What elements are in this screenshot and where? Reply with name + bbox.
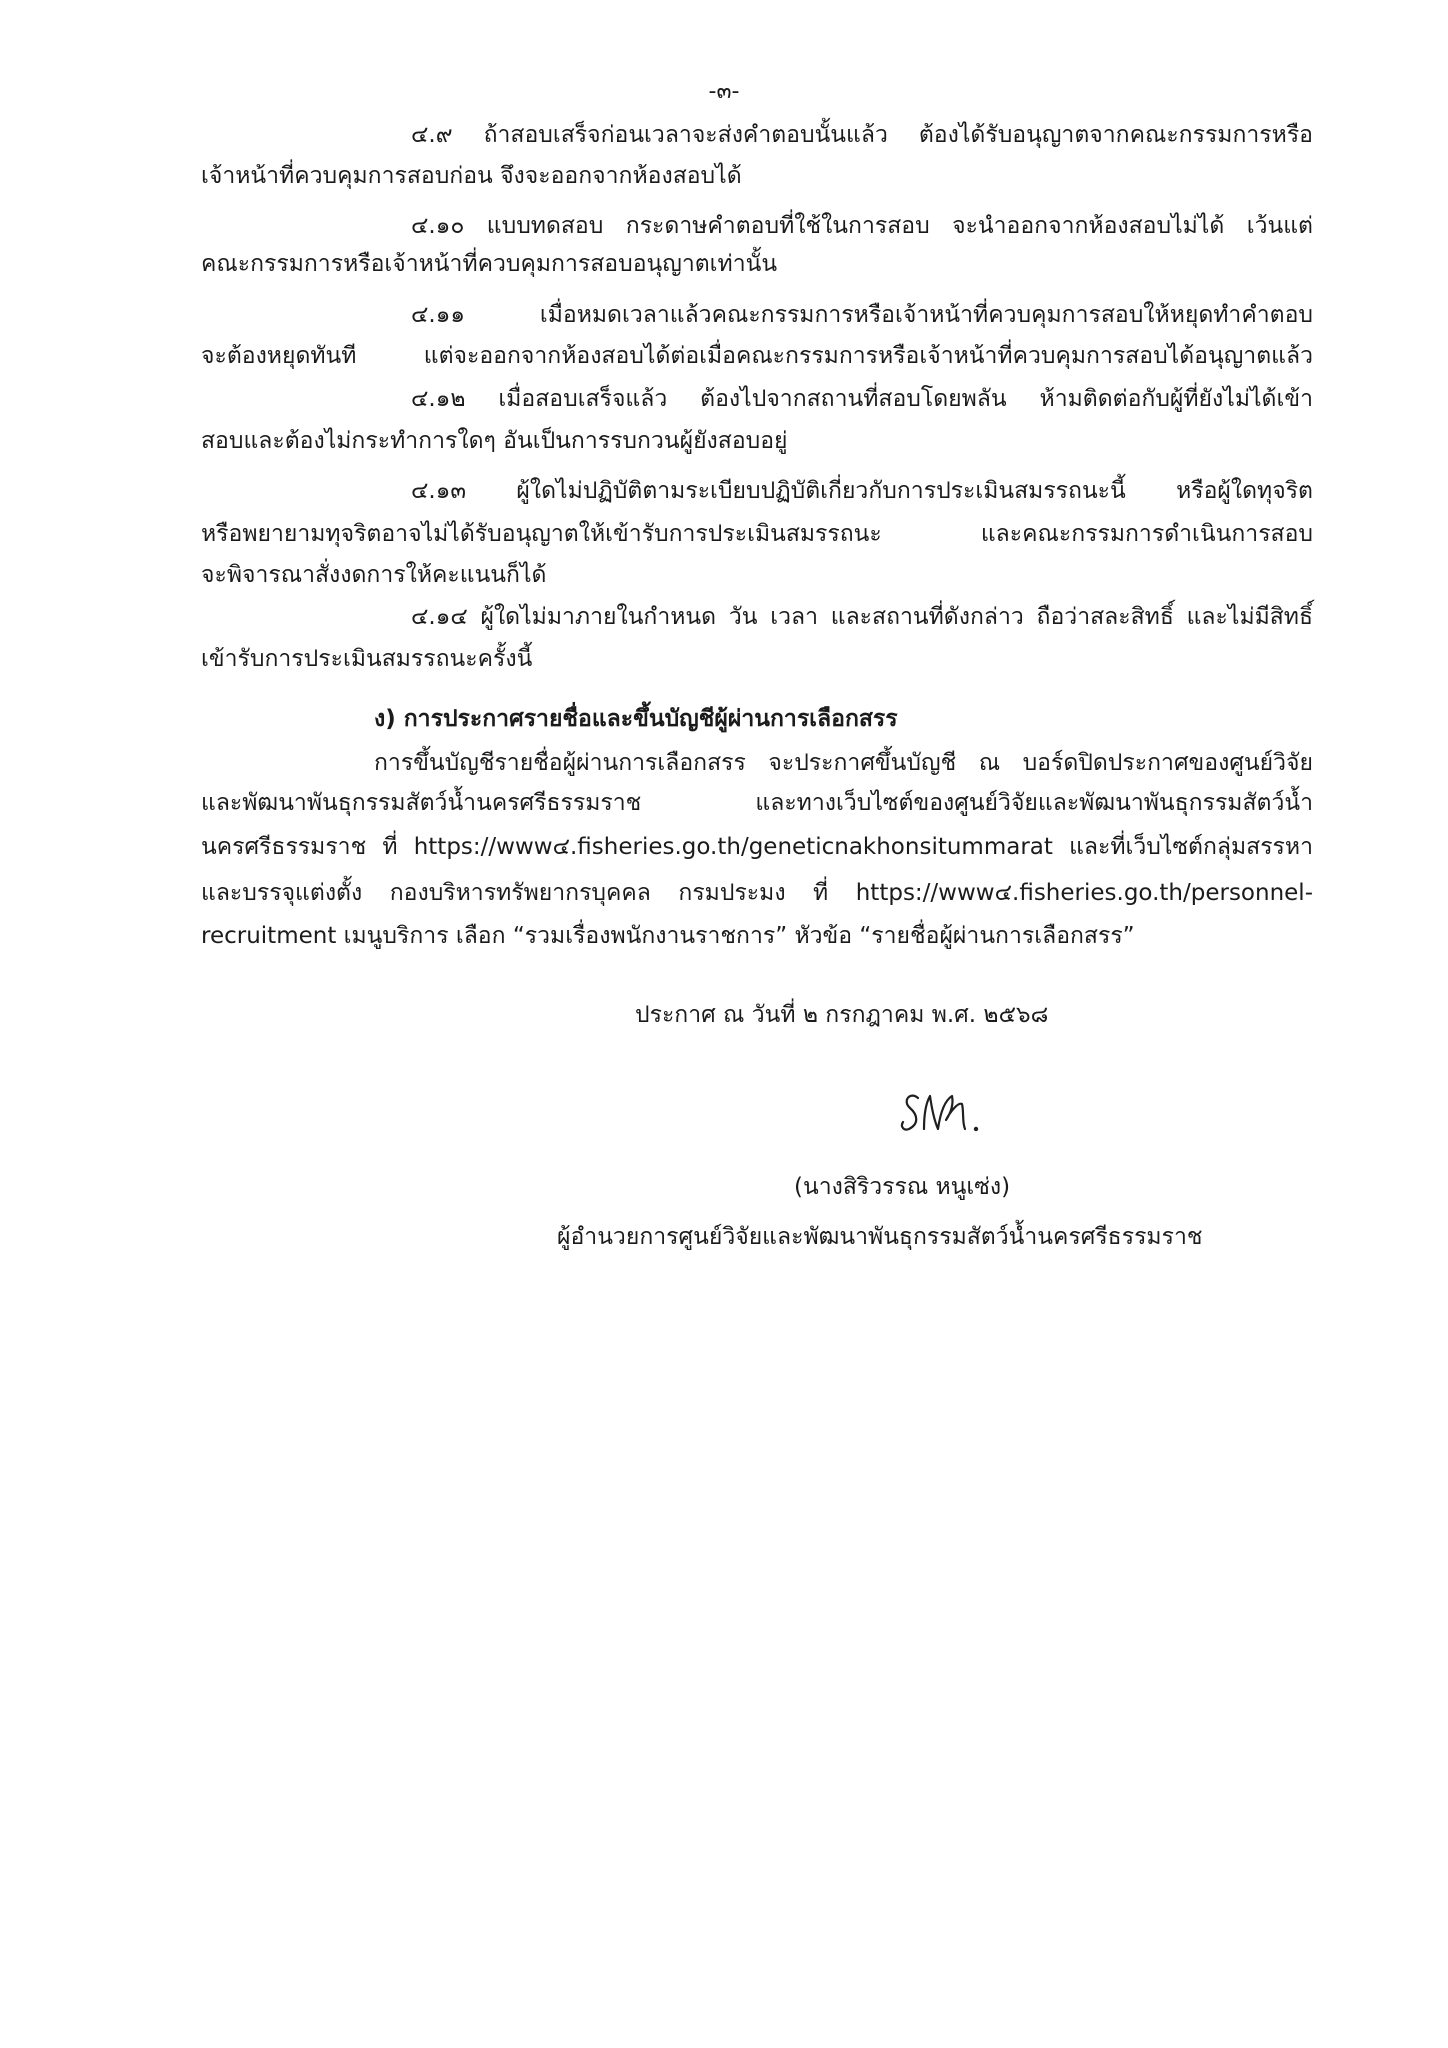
page-number: -๓- <box>708 79 740 104</box>
rule-4-10-line-2: คณะกรรมการหรือเจ้าหน้าที่ควบคุมการสอบอนุญาตเท่านั้น <box>201 251 778 277</box>
rule-4-12-line-2: สอบและต้องไม่กระทำการใดๆ อันเป็นการรบกวนผู้ยังสอบอยู่ <box>201 428 788 454</box>
rule-4-9-line-2: เจ้าหน้าที่ควบคุมการสอบก่อน จึงจะออกจากห้องสอบได้ <box>201 163 742 189</box>
rule-4-11-line-1: ๔.๑๑ เมื่อหมดเวลาแล้วคณะกรรมการหรือเจ้าหน้าที่ควบคุมการสอบให้หยุดทำคำตอบ <box>411 302 1313 328</box>
section-d-line-2: และพัฒนาพันธุกรรมสัตว์น้ำนครศรีธรรมราช และทางเว็บไซต์ของศูนย์วิจัยและพัฒนาพันธุกรรมสัตว์น้ำ <box>201 790 1313 816</box>
rule-4-14-line-2: เข้ารับการประเมินสมรรถนะครั้งนี้ <box>201 646 533 672</box>
rule-4-11-line-2: จะต้องหยุดทันที แต่จะออกจากห้องสอบได้ต่อเมื่อคณะกรรมการหรือเจ้าหน้าที่ควบคุมการสอบได้อนุญาตแล้ว <box>201 343 1313 369</box>
announcement-date: ประกาศ ณ วันที่ ๒ กรกฎาคม พ.ศ. ๒๕๖๘ <box>635 1002 1049 1028</box>
signer-name: (นางสิริวรรณ หนูเซ่ง) <box>794 1174 1011 1200</box>
section-d-line-4: และบรรจุแต่งตั้ง กองบริหารทรัพยากรบุคคล กรมประมง ที่ https://www๔.fisheries.go.th/personnel- <box>201 880 1313 906</box>
rule-4-10-line-1: ๔.๑๐ แบบทดสอบ กระดาษคำตอบที่ใช้ในการสอบ จะนำออกจากห้องสอบไม่ได้ เว้นแต่ <box>411 213 1313 239</box>
section-d-heading: ง) การประกาศรายชื่อและขึ้นบัญชีผู้ผ่านการเลือกสรร <box>374 706 898 732</box>
rule-4-9-line-1: ๔.๙ ถ้าสอบเสร็จก่อนเวลาจะส่งคำตอบนั้นแล้ว ต้องได้รับอนุญาตจากคณะกรรมการหรือ <box>411 122 1313 148</box>
rule-4-12-line-1: ๔.๑๒ เมื่อสอบเสร็จแล้ว ต้องไปจากสถานที่สอบโดยพลัน ห้ามติดต่อกับผู้ที่ยังไม่ได้เข้า <box>411 386 1313 412</box>
rule-4-13-line-1: ๔.๑๓ ผู้ใดไม่ปฏิบัติตามระเบียบปฏิบัติเกี่ยวกับการประเมินสมรรถนะนี้ หรือผู้ใดทุจริต <box>411 478 1313 504</box>
signature <box>898 1084 998 1150</box>
section-d-line-3: นครศรีธรรมราช ที่ https://www๔.fisheries.go.th/geneticnakhonsitummarat และที่เว็บไซต์กลุ่มสรรหา <box>201 834 1313 860</box>
rule-4-13-line-2: หรือพยายามทุจริตอาจไม่ได้รับอนุญาตให้เข้ารับการประเมินสมรรถนะ และคณะกรรมการดำเนินการสอบ <box>201 521 1313 547</box>
signer-position: ผู้อำนวยการศูนย์วิจัยและพัฒนาพันธุกรรมสัตว์น้ำนครศรีธรรมราช <box>557 1224 1203 1250</box>
rule-4-14-line-1: ๔.๑๔ ผู้ใดไม่มาภายในกำหนด วัน เวลา และสถานที่ดังกล่าว ถือว่าสละสิทธิ์ และไม่มีสิทธิ์ <box>411 604 1313 630</box>
rule-4-13-line-3: จะพิจารณาสั่งงดการให้คะแนนก็ได้ <box>201 562 547 588</box>
section-d-line-5: recruitment เมนูบริการ เลือก “รวมเรื่องพนักงานราชการ” หัวข้อ “รายชื่อผู้ผ่านการเลือกสรร” <box>201 923 1135 949</box>
section-d-line-1: การขึ้นบัญชีรายชื่อผู้ผ่านการเลือกสรร จะประกาศขึ้นบัญชี ณ บอร์ดปิดประกาศของศูนย์วิจัย <box>374 750 1313 776</box>
